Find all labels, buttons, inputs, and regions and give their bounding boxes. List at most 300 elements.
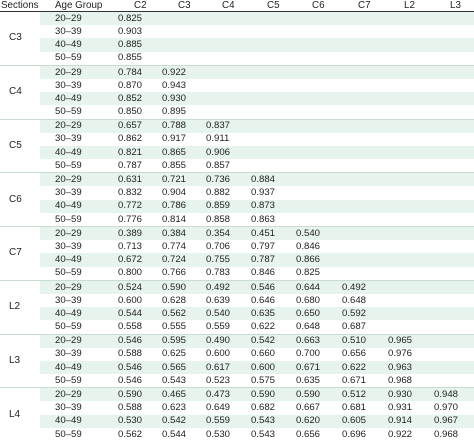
value-cell: 0.512 (336, 388, 382, 402)
value-cell (428, 213, 474, 227)
value-cell (245, 133, 290, 146)
value-cell (382, 267, 428, 281)
table-row (0, 146, 474, 159)
value-cell: 0.543 (245, 415, 290, 428)
value-cell: 0.605 (336, 415, 382, 428)
age-group-cell: 30–39 (40, 348, 112, 361)
value-cell (428, 334, 474, 348)
value-cell: 0.863 (245, 213, 290, 227)
value-cell: 0.644 (290, 280, 336, 294)
table-row (0, 388, 474, 402)
value-cell: 0.546 (245, 280, 290, 294)
value-cell (290, 213, 336, 227)
value-cell (200, 25, 245, 38)
age-group-cell: 50–59 (40, 213, 112, 227)
value-cell (290, 133, 336, 146)
table-row (0, 253, 474, 266)
value-cell: 0.555 (156, 320, 200, 334)
value-cell (245, 159, 290, 173)
value-cell (382, 92, 428, 105)
value-cell (245, 52, 290, 66)
table-row (0, 186, 474, 199)
value-cell (336, 65, 382, 79)
column-header: C3 (156, 0, 200, 12)
value-cell: 0.865 (156, 146, 200, 159)
value-cell (336, 25, 382, 38)
value-cell (382, 173, 428, 187)
table-row (0, 401, 474, 414)
value-cell: 0.559 (200, 415, 245, 428)
value-cell (428, 280, 474, 294)
table-row (0, 12, 474, 26)
value-cell (336, 186, 382, 199)
value-cell: 0.648 (290, 320, 336, 334)
value-cell: 0.814 (156, 213, 200, 227)
value-cell (428, 12, 474, 26)
value-cell (382, 253, 428, 266)
value-cell: 0.968 (382, 374, 428, 388)
value-cell: 0.862 (112, 133, 156, 146)
value-cell (336, 173, 382, 187)
age-group-cell: 50–59 (40, 267, 112, 281)
value-cell (336, 79, 382, 92)
value-cell: 0.922 (382, 428, 428, 441)
value-cell: 0.562 (112, 428, 156, 441)
value-cell (290, 79, 336, 92)
column-header: C7 (336, 0, 382, 12)
value-cell (428, 133, 474, 146)
value-cell (428, 119, 474, 133)
value-cell: 0.963 (382, 361, 428, 374)
table-row (0, 79, 474, 92)
value-cell: 0.565 (156, 361, 200, 374)
table-row (0, 159, 474, 173)
value-cell (336, 92, 382, 105)
value-cell: 0.832 (112, 186, 156, 199)
value-cell: 0.575 (245, 374, 290, 388)
age-group-cell: 30–39 (40, 240, 112, 253)
value-cell (200, 52, 245, 66)
table-row (0, 173, 474, 187)
age-group-cell: 20–29 (40, 280, 112, 294)
value-cell: 0.917 (156, 133, 200, 146)
age-group-cell: 50–59 (40, 374, 112, 388)
value-cell: 0.592 (336, 307, 382, 320)
value-cell (428, 374, 474, 388)
value-cell (336, 52, 382, 66)
section-label: C6 (0, 173, 40, 227)
value-cell: 0.625 (156, 348, 200, 361)
value-cell: 0.546 (112, 374, 156, 388)
value-cell (200, 38, 245, 51)
value-cell (290, 159, 336, 173)
value-cell: 0.968 (428, 428, 474, 441)
value-cell (336, 12, 382, 26)
value-cell (382, 227, 428, 241)
value-cell: 0.542 (245, 334, 290, 348)
value-cell (245, 92, 290, 105)
value-cell: 0.931 (382, 401, 428, 414)
value-cell (290, 12, 336, 26)
value-cell: 0.937 (245, 186, 290, 199)
value-cell: 0.967 (428, 415, 474, 428)
table-row (0, 227, 474, 241)
value-cell: 0.622 (336, 361, 382, 374)
column-header: Age Group (40, 0, 112, 12)
value-cell: 0.590 (112, 388, 156, 402)
value-cell (336, 200, 382, 213)
value-cell: 0.631 (112, 173, 156, 187)
value-cell: 0.622 (245, 320, 290, 334)
table-row (0, 320, 474, 334)
value-cell (382, 52, 428, 66)
value-cell (200, 105, 245, 119)
value-cell (200, 65, 245, 79)
table-row (0, 25, 474, 38)
age-group-cell: 50–59 (40, 105, 112, 119)
value-cell (382, 307, 428, 320)
value-cell: 0.656 (336, 348, 382, 361)
column-header: Sections (0, 0, 40, 12)
age-group-cell: 20–29 (40, 119, 112, 133)
age-group-cell: 20–29 (40, 173, 112, 187)
value-cell: 0.620 (290, 415, 336, 428)
value-cell (428, 79, 474, 92)
value-cell: 0.895 (156, 105, 200, 119)
value-cell: 0.713 (112, 240, 156, 253)
value-cell (245, 65, 290, 79)
table-row (0, 105, 474, 119)
section-label: L3 (0, 334, 40, 388)
table-row (0, 415, 474, 428)
age-group-cell: 50–59 (40, 320, 112, 334)
value-cell (428, 173, 474, 187)
value-cell: 0.696 (336, 428, 382, 441)
value-cell: 0.965 (382, 334, 428, 348)
value-cell: 0.546 (112, 334, 156, 348)
value-cell (156, 12, 200, 26)
value-cell (382, 105, 428, 119)
age-group-cell: 40–49 (40, 200, 112, 213)
value-cell: 0.687 (336, 320, 382, 334)
table-row (0, 200, 474, 213)
value-cell (428, 240, 474, 253)
value-cell: 0.846 (245, 267, 290, 281)
value-cell (382, 79, 428, 92)
value-cell: 0.783 (200, 267, 245, 281)
value-cell: 0.588 (112, 401, 156, 414)
value-cell (156, 25, 200, 38)
value-cell (290, 186, 336, 199)
section-label: C7 (0, 227, 40, 281)
value-cell: 0.635 (245, 307, 290, 320)
value-cell: 0.787 (245, 253, 290, 266)
value-cell: 0.451 (245, 227, 290, 241)
value-cell (382, 320, 428, 334)
value-cell: 0.671 (336, 374, 382, 388)
value-cell: 0.681 (336, 401, 382, 414)
value-cell: 0.490 (200, 334, 245, 348)
value-cell: 0.821 (112, 146, 156, 159)
value-cell: 0.660 (245, 348, 290, 361)
value-cell (290, 119, 336, 133)
section-label: C3 (0, 12, 40, 66)
value-cell: 0.766 (156, 267, 200, 281)
value-cell (428, 38, 474, 51)
value-cell: 0.911 (200, 133, 245, 146)
table-row (0, 334, 474, 348)
value-cell (336, 38, 382, 51)
value-cell: 0.562 (156, 307, 200, 320)
value-cell (428, 227, 474, 241)
value-cell: 0.852 (112, 92, 156, 105)
age-group-cell: 50–59 (40, 159, 112, 173)
section-label: L4 (0, 388, 40, 441)
value-cell: 0.590 (245, 388, 290, 402)
value-cell (428, 307, 474, 320)
value-cell: 0.885 (112, 38, 156, 51)
value-cell: 0.736 (200, 173, 245, 187)
value-cell: 0.558 (112, 320, 156, 334)
value-cell (428, 159, 474, 173)
value-cell: 0.588 (112, 348, 156, 361)
value-cell (290, 52, 336, 66)
value-cell: 0.639 (200, 294, 245, 307)
age-group-cell: 40–49 (40, 146, 112, 159)
value-cell: 0.797 (245, 240, 290, 253)
value-cell (156, 52, 200, 66)
age-group-cell: 40–49 (40, 415, 112, 428)
value-cell: 0.657 (112, 119, 156, 133)
value-cell: 0.873 (245, 200, 290, 213)
value-cell: 0.600 (112, 294, 156, 307)
age-group-cell: 30–39 (40, 25, 112, 38)
value-cell (290, 173, 336, 187)
value-cell (336, 267, 382, 281)
value-cell: 0.492 (336, 280, 382, 294)
value-cell: 0.623 (156, 401, 200, 414)
value-cell: 0.870 (112, 79, 156, 92)
age-group-cell: 40–49 (40, 361, 112, 374)
value-cell (428, 65, 474, 79)
column-header: C2 (112, 0, 156, 12)
value-cell: 0.595 (156, 334, 200, 348)
table-row (0, 280, 474, 294)
value-cell: 0.930 (156, 92, 200, 105)
value-cell (428, 253, 474, 266)
value-cell: 0.384 (156, 227, 200, 241)
table-header (0, 0, 474, 12)
value-cell (428, 348, 474, 361)
value-cell (428, 186, 474, 199)
column-header: C5 (245, 0, 290, 12)
value-cell (428, 92, 474, 105)
value-cell (428, 200, 474, 213)
value-cell (382, 159, 428, 173)
age-group-cell: 30–39 (40, 294, 112, 307)
value-cell: 0.788 (156, 119, 200, 133)
column-header: L3 (428, 0, 474, 12)
value-cell: 0.510 (336, 334, 382, 348)
value-cell: 0.542 (156, 415, 200, 428)
value-cell: 0.590 (290, 388, 336, 402)
value-cell: 0.948 (428, 388, 474, 402)
value-cell: 0.866 (290, 253, 336, 266)
value-cell (382, 12, 428, 26)
value-cell: 0.682 (245, 401, 290, 414)
value-cell (336, 253, 382, 266)
value-cell: 0.473 (200, 388, 245, 402)
value-cell: 0.706 (200, 240, 245, 253)
value-cell: 0.724 (156, 253, 200, 266)
section-label: C5 (0, 119, 40, 173)
value-cell (336, 133, 382, 146)
value-cell (382, 25, 428, 38)
value-cell (336, 146, 382, 159)
value-cell (428, 146, 474, 159)
table-row (0, 38, 474, 51)
value-cell: 0.786 (156, 200, 200, 213)
value-cell (245, 38, 290, 51)
value-cell (336, 119, 382, 133)
value-cell: 0.914 (382, 415, 428, 428)
value-cell (336, 159, 382, 173)
header-row (0, 0, 474, 12)
value-cell: 0.784 (112, 65, 156, 79)
value-cell: 0.837 (200, 119, 245, 133)
value-cell: 0.540 (290, 227, 336, 241)
value-cell: 0.787 (112, 159, 156, 173)
value-cell (382, 294, 428, 307)
table-row (0, 119, 474, 133)
value-cell: 0.543 (156, 374, 200, 388)
value-cell (200, 92, 245, 105)
value-cell (156, 38, 200, 51)
table-row (0, 52, 474, 66)
value-cell (428, 52, 474, 66)
value-cell (428, 294, 474, 307)
value-cell: 0.700 (290, 348, 336, 361)
value-cell (200, 79, 245, 92)
value-cell (428, 267, 474, 281)
value-cell: 0.930 (382, 388, 428, 402)
value-cell: 0.648 (336, 294, 382, 307)
table-row (0, 267, 474, 281)
value-cell: 0.590 (156, 280, 200, 294)
table-body (0, 12, 474, 441)
age-group-cell: 20–29 (40, 65, 112, 79)
value-cell (245, 12, 290, 26)
age-group-cell: 30–39 (40, 401, 112, 414)
table-row (0, 307, 474, 320)
value-cell: 0.772 (112, 200, 156, 213)
value-cell (382, 213, 428, 227)
value-cell: 0.680 (290, 294, 336, 307)
value-cell: 0.646 (245, 294, 290, 307)
value-cell: 0.755 (200, 253, 245, 266)
age-group-cell: 30–39 (40, 186, 112, 199)
age-group-cell: 20–29 (40, 334, 112, 348)
value-cell: 0.906 (200, 146, 245, 159)
value-cell (290, 65, 336, 79)
value-cell (290, 38, 336, 51)
value-cell: 0.530 (112, 415, 156, 428)
value-cell: 0.465 (156, 388, 200, 402)
table-row (0, 213, 474, 227)
value-cell (382, 200, 428, 213)
value-cell: 0.774 (156, 240, 200, 253)
column-header: L2 (382, 0, 428, 12)
table-row (0, 348, 474, 361)
age-group-cell: 40–49 (40, 92, 112, 105)
value-cell: 0.649 (200, 401, 245, 414)
value-cell: 0.855 (156, 159, 200, 173)
value-cell: 0.524 (112, 280, 156, 294)
age-group-cell: 20–29 (40, 388, 112, 402)
value-cell: 0.859 (200, 200, 245, 213)
value-cell (290, 105, 336, 119)
value-cell: 0.530 (200, 428, 245, 441)
value-cell: 0.628 (156, 294, 200, 307)
value-cell (290, 25, 336, 38)
value-cell (245, 105, 290, 119)
value-cell (245, 119, 290, 133)
value-cell (382, 240, 428, 253)
value-cell: 0.776 (112, 213, 156, 227)
value-cell (245, 146, 290, 159)
value-cell: 0.825 (112, 12, 156, 26)
table-row (0, 133, 474, 146)
value-cell: 0.976 (382, 348, 428, 361)
age-group-cell: 30–39 (40, 133, 112, 146)
column-header: C6 (290, 0, 336, 12)
value-cell (336, 105, 382, 119)
value-cell: 0.825 (290, 267, 336, 281)
value-cell (336, 213, 382, 227)
value-cell (382, 65, 428, 79)
value-cell: 0.800 (112, 267, 156, 281)
age-group-cell: 20–29 (40, 227, 112, 241)
value-cell: 0.667 (290, 401, 336, 414)
value-cell: 0.671 (290, 361, 336, 374)
value-cell: 0.540 (200, 307, 245, 320)
value-cell: 0.884 (245, 173, 290, 187)
value-cell: 0.855 (112, 52, 156, 66)
value-cell (245, 25, 290, 38)
value-cell (382, 186, 428, 199)
section-label: C4 (0, 65, 40, 119)
value-cell: 0.846 (290, 240, 336, 253)
section-label: L2 (0, 280, 40, 334)
value-cell (382, 119, 428, 133)
value-cell (428, 320, 474, 334)
value-cell: 0.663 (290, 334, 336, 348)
value-cell: 0.922 (156, 65, 200, 79)
value-cell (428, 25, 474, 38)
value-cell (428, 361, 474, 374)
value-cell: 0.600 (200, 348, 245, 361)
value-cell: 0.544 (112, 307, 156, 320)
value-cell: 0.882 (200, 186, 245, 199)
value-cell: 0.543 (245, 428, 290, 441)
value-cell (382, 146, 428, 159)
age-group-cell: 40–49 (40, 307, 112, 320)
table-row (0, 361, 474, 374)
value-cell: 0.858 (200, 213, 245, 227)
age-group-cell: 40–49 (40, 253, 112, 266)
value-cell (336, 240, 382, 253)
table-row (0, 374, 474, 388)
